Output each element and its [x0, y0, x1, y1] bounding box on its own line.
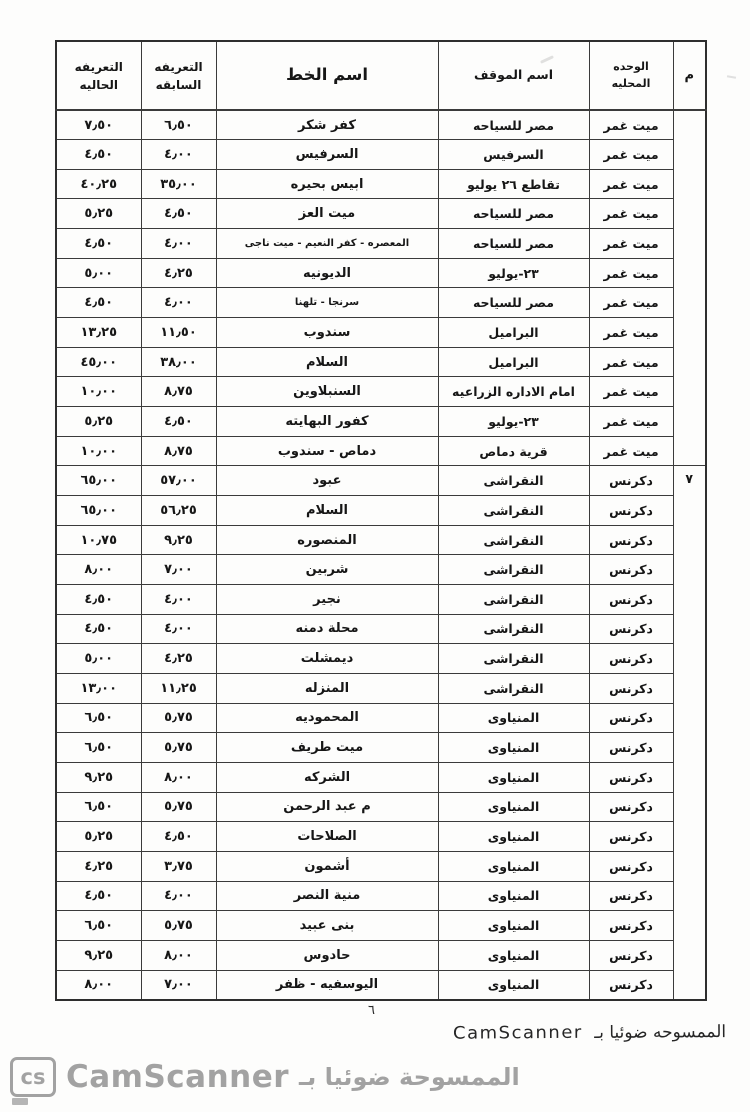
- unit-cell: دكرنس: [589, 703, 673, 733]
- header-local-unit: الوحده المحليه: [589, 41, 673, 110]
- unit-cell: دكرنس: [589, 792, 673, 822]
- line-cell: الصلاحات: [216, 822, 438, 852]
- table-row: [56, 614, 706, 644]
- table-row: [56, 229, 706, 259]
- curr-cell: ٥٫٢٥: [56, 199, 141, 229]
- prev-cell: ٣٫٧٥: [141, 851, 216, 881]
- table-row: [56, 881, 706, 911]
- prev-cell: ١١٫٢٥: [141, 673, 216, 703]
- station-cell: المنياوى: [438, 881, 589, 911]
- prev-cell: ٧٫٠٠: [141, 970, 216, 1000]
- table-row: [56, 762, 706, 792]
- unit-cell: ميت غمر: [589, 258, 673, 288]
- station-cell: المنياوى: [438, 940, 589, 970]
- table-row: [56, 496, 706, 526]
- curr-cell: ٧٫٥٠: [56, 110, 141, 140]
- unit-cell: ميت غمر: [589, 347, 673, 377]
- curr-cell: ١٠٫٠٠: [56, 436, 141, 466]
- curr-cell: ٥٫٢٥: [56, 407, 141, 437]
- unit-cell: دكرنس: [589, 673, 673, 703]
- prev-cell: ٥٫٧٥: [141, 911, 216, 941]
- prev-cell: ٣٥٫٠٠: [141, 169, 216, 199]
- prev-cell: ٤٫٠٠: [141, 585, 216, 615]
- unit-cell: ميت غمر: [589, 377, 673, 407]
- station-cell: البراميل: [438, 318, 589, 348]
- table-row: [56, 318, 706, 348]
- prev-cell: ٥٫٧٥: [141, 733, 216, 763]
- station-cell: المنياوى: [438, 703, 589, 733]
- unit-cell: ميت غمر: [589, 288, 673, 318]
- line-cell: السلام: [216, 496, 438, 526]
- curr-cell: ٤٫٥٠: [56, 585, 141, 615]
- line-cell: عبود: [216, 466, 438, 496]
- table-header-row: [56, 41, 706, 110]
- prev-cell: ٨٫٠٠: [141, 762, 216, 792]
- curr-cell: ٤٫٥٠: [56, 881, 141, 911]
- line-cell: الشركه: [216, 762, 438, 792]
- tariff-table: [55, 40, 707, 1001]
- curr-cell: ٤٫٥٠: [56, 229, 141, 259]
- station-cell: النقراشى: [438, 585, 589, 615]
- prev-cell: ٥٫٧٥: [141, 792, 216, 822]
- station-cell: ٢٣-يوليو: [438, 407, 589, 437]
- table-row: [56, 585, 706, 615]
- prev-cell: ٤٫٥٠: [141, 822, 216, 852]
- line-cell: سندوب: [216, 318, 438, 348]
- table-row: [56, 377, 706, 407]
- table-row: [56, 970, 706, 1000]
- prev-cell: ٥٦٫٢٥: [141, 496, 216, 526]
- line-cell: ابيس بحيره: [216, 169, 438, 199]
- prev-cell: ٤٫٢٥: [141, 258, 216, 288]
- line-cell: السرفيس: [216, 140, 438, 170]
- curr-cell: ٦٫٥٠: [56, 911, 141, 941]
- table-row: [56, 822, 706, 852]
- station-cell: النقراشى: [438, 673, 589, 703]
- prev-cell: ٦٫٥٠: [141, 110, 216, 140]
- unit-cell: ميت غمر: [589, 436, 673, 466]
- prev-cell: ٤٫٥٠: [141, 199, 216, 229]
- line-cell: سرنجا - تلهنا: [216, 288, 438, 318]
- table-row: [56, 792, 706, 822]
- curr-cell: ٥٫٢٥: [56, 822, 141, 852]
- station-cell: تقاطع ٢٦ يوليو: [438, 169, 589, 199]
- line-cell: كفر شكر: [216, 110, 438, 140]
- curr-cell: ٦٥٫٠٠: [56, 496, 141, 526]
- station-cell: مصر للسياحه: [438, 110, 589, 140]
- prev-cell: ١١٫٥٠: [141, 318, 216, 348]
- header-number: م: [673, 41, 706, 110]
- line-cell: محلة دمنه: [216, 614, 438, 644]
- header-line-name: اسم الخط: [216, 41, 438, 110]
- unit-cell: دكرنس: [589, 585, 673, 615]
- unit-cell: دكرنس: [589, 555, 673, 585]
- station-cell: النقراشى: [438, 496, 589, 526]
- unit-cell: ميت غمر: [589, 318, 673, 348]
- curr-cell: ٦٫٥٠: [56, 733, 141, 763]
- curr-cell: ٤٫٢٥: [56, 851, 141, 881]
- station-cell: المنياوى: [438, 762, 589, 792]
- prev-cell: ٤٫٠٠: [141, 288, 216, 318]
- footer-brand-text: CamScanner: [66, 1059, 290, 1095]
- station-cell: البراميل: [438, 347, 589, 377]
- prev-cell: ٤٫٠٠: [141, 881, 216, 911]
- curr-cell: ٦٫٥٠: [56, 703, 141, 733]
- prev-cell: ٨٫٧٥: [141, 377, 216, 407]
- table-row: [56, 407, 706, 437]
- prev-cell: ٥٧٫٠٠: [141, 466, 216, 496]
- unit-cell: دكرنس: [589, 762, 673, 792]
- line-cell: م عبد الرحمن: [216, 792, 438, 822]
- line-cell: نجير: [216, 585, 438, 615]
- station-cell: المنياوى: [438, 822, 589, 852]
- station-cell: مصر للسياحه: [438, 288, 589, 318]
- unit-cell: ميت غمر: [589, 140, 673, 170]
- curr-cell: ٦٥٫٠٠: [56, 466, 141, 496]
- unit-cell: دكرنس: [589, 496, 673, 526]
- line-cell: المعصره - كفر النعيم - ميت ناجى: [216, 229, 438, 259]
- curr-cell: ٥٫٠٠: [56, 258, 141, 288]
- line-cell: شربين: [216, 555, 438, 585]
- curr-cell: ٤٫٥٠: [56, 288, 141, 318]
- prev-cell: ٤٫٠٠: [141, 229, 216, 259]
- line-cell: حادوس: [216, 940, 438, 970]
- camscanner-footer-watermark: [10, 1057, 520, 1097]
- unit-cell: دكرنس: [589, 970, 673, 1000]
- station-cell: النقراشى: [438, 614, 589, 644]
- curr-cell: ٨٫٠٠: [56, 555, 141, 585]
- curr-cell: ٤٫٥٠: [56, 140, 141, 170]
- camscanner-logo-icon: cs: [10, 1057, 56, 1097]
- curr-cell: ٩٫٢٥: [56, 940, 141, 970]
- table-row: [56, 703, 706, 733]
- curr-cell: ١٣٫٠٠: [56, 673, 141, 703]
- station-cell: ٢٣-يوليو: [438, 258, 589, 288]
- unit-cell: دكرنس: [589, 644, 673, 674]
- station-cell: المنياوى: [438, 792, 589, 822]
- station-cell: مصر للسياحه: [438, 229, 589, 259]
- line-cell: المنزله: [216, 673, 438, 703]
- line-cell: اليوسفيه - ظفر: [216, 970, 438, 1000]
- line-cell: المحموديه: [216, 703, 438, 733]
- unit-cell: ميت غمر: [589, 229, 673, 259]
- camscanner-handwritten-watermark: [453, 1021, 726, 1044]
- table-body: [56, 110, 706, 1000]
- prev-cell: ٤٫٥٠: [141, 407, 216, 437]
- line-cell: ميت طريف: [216, 733, 438, 763]
- handwritten-brand-text: CamScanner: [452, 1022, 583, 1044]
- table-row: [56, 258, 706, 288]
- curr-cell: ٤٫٥٠: [56, 614, 141, 644]
- table-row: [56, 851, 706, 881]
- station-cell: مصر للسياحه: [438, 199, 589, 229]
- curr-cell: ١٠٫٠٠: [56, 377, 141, 407]
- table-row: [56, 140, 706, 170]
- table-row: [56, 347, 706, 377]
- station-cell: النقراشى: [438, 644, 589, 674]
- prev-cell: ٤٫٢٥: [141, 644, 216, 674]
- table-row: [56, 555, 706, 585]
- header-previous-tariff: التعريفه السابقه: [141, 41, 216, 110]
- curr-cell: ٦٫٥٠: [56, 792, 141, 822]
- prev-cell: ٥٫٧٥: [141, 703, 216, 733]
- table-row: [56, 644, 706, 674]
- prev-cell: ٨٫٧٥: [141, 436, 216, 466]
- line-cell: ديمشلت: [216, 644, 438, 674]
- curr-cell: ٤٠٫٢٥: [56, 169, 141, 199]
- table-row: [56, 525, 706, 555]
- unit-cell: دكرنس: [589, 733, 673, 763]
- line-cell: بنى عبيد: [216, 911, 438, 941]
- page-number: ٦: [368, 1003, 375, 1018]
- unit-cell: ميت غمر: [589, 110, 673, 140]
- prev-cell: ٣٨٫٠٠: [141, 347, 216, 377]
- table-row: [56, 288, 706, 318]
- header-station-name: اسم الموقف: [438, 41, 589, 110]
- curr-cell: ٩٫٢٥: [56, 762, 141, 792]
- station-cell: المنياوى: [438, 733, 589, 763]
- unit-cell: دكرنس: [589, 466, 673, 496]
- table-row: [56, 940, 706, 970]
- line-cell: كفور البهايته: [216, 407, 438, 437]
- prev-cell: ٤٫٠٠: [141, 140, 216, 170]
- line-cell: السنبلاوين: [216, 377, 438, 407]
- curr-cell: ١٠٫٧٥: [56, 525, 141, 555]
- station-cell: امام الاداره الزراعيه: [438, 377, 589, 407]
- table-row: [56, 199, 706, 229]
- prev-cell: ٧٫٠٠: [141, 555, 216, 585]
- table-row: [56, 733, 706, 763]
- line-cell: أشمون: [216, 851, 438, 881]
- unit-cell: دكرنس: [589, 881, 673, 911]
- station-cell: النقراشى: [438, 555, 589, 585]
- section-number-cell: ٧: [673, 466, 706, 1000]
- table-row: [56, 673, 706, 703]
- curr-cell: ٨٫٠٠: [56, 970, 141, 1000]
- table-row: [56, 169, 706, 199]
- curr-cell: ١٣٫٢٥: [56, 318, 141, 348]
- prev-cell: ٨٫٠٠: [141, 940, 216, 970]
- handwritten-arabic-text: الممسوحه ضوئيا بـ: [594, 1022, 727, 1043]
- station-cell: المنياوى: [438, 970, 589, 1000]
- station-cell: السرفيس: [438, 140, 589, 170]
- curr-cell: ٤٥٫٠٠: [56, 347, 141, 377]
- prev-cell: ٤٫٠٠: [141, 614, 216, 644]
- station-cell: النقراشى: [438, 466, 589, 496]
- unit-cell: دكرنس: [589, 940, 673, 970]
- table-row: [56, 911, 706, 941]
- table-row: [56, 436, 706, 466]
- curr-cell: ٥٫٠٠: [56, 644, 141, 674]
- station-cell: النقراشى: [438, 525, 589, 555]
- unit-cell: دكرنس: [589, 822, 673, 852]
- station-cell: المنياوى: [438, 851, 589, 881]
- unit-cell: دكرنس: [589, 525, 673, 555]
- unit-cell: دكرنس: [589, 911, 673, 941]
- line-cell: دماص - سندوب: [216, 436, 438, 466]
- line-cell: ميت العز: [216, 199, 438, 229]
- header-current-tariff: التعريفه الحاليه: [56, 41, 141, 110]
- section-number-cell: [673, 110, 706, 466]
- line-cell: السلام: [216, 347, 438, 377]
- unit-cell: ميت غمر: [589, 199, 673, 229]
- footer-arabic-text: الممسوحة ضوئيا بـ: [299, 1063, 520, 1091]
- table-row: [56, 110, 706, 140]
- prev-cell: ٩٫٢٥: [141, 525, 216, 555]
- scan-noise-mark: [727, 75, 736, 79]
- unit-cell: ميت غمر: [589, 169, 673, 199]
- unit-cell: دكرنس: [589, 614, 673, 644]
- line-cell: الديونيه: [216, 258, 438, 288]
- table-row: [56, 466, 706, 496]
- unit-cell: دكرنس: [589, 851, 673, 881]
- station-cell: قرية دماص: [438, 436, 589, 466]
- line-cell: منية النصر: [216, 881, 438, 911]
- line-cell: المنصوره: [216, 525, 438, 555]
- unit-cell: ميت غمر: [589, 407, 673, 437]
- station-cell: المنياوى: [438, 911, 589, 941]
